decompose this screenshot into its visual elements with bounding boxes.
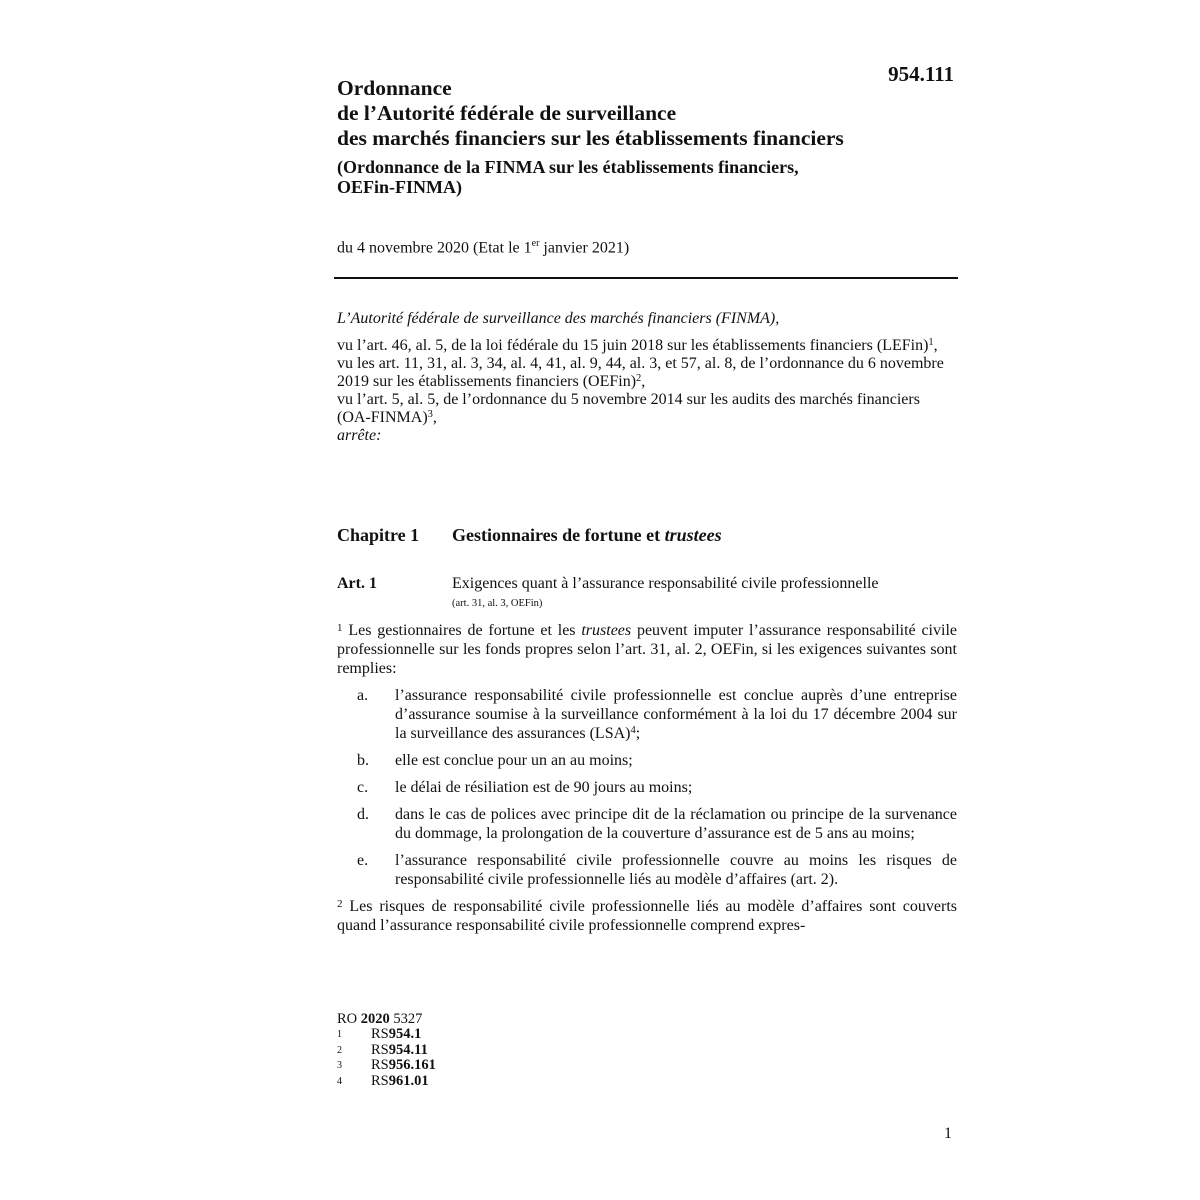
list-letter: a. (357, 687, 369, 704)
paragraph-2: $^2$ Les risques de responsabilité civile professionnelle liés au modèle d’affaires sont couverts quand l’assurance responsabilité civile professionnelle comprend expres- (337, 898, 957, 934)
document-subtitle (337, 157, 957, 197)
footnote-link[interactable]: 956.161 (388, 1057, 436, 1073)
list-letter: b. (357, 752, 369, 769)
issuing-authority: L’Autorité fédérale de surveillance des marchés financiers (FINMA), (337, 310, 780, 327)
list-text: l’assurance responsabilité civile professionnelle est conclue auprès d’une entreprise d’assurance soumise à la surveillance conformément à la loi du 17 décembre 2004 sur la surveillance des assurances (LSA)$^4$; (395, 687, 957, 742)
subtitle-line: OEFin-FINMA) (337, 177, 462, 197)
footnote: 3 RS 956.161 (337, 1057, 436, 1073)
chapter-number: Chapitre 1 (337, 525, 420, 545)
chapter-heading (337, 525, 957, 546)
footnote: 2 RS 954.11 (337, 1041, 428, 1058)
footnote-link[interactable]: 961.01 (388, 1072, 429, 1089)
list-item (337, 851, 957, 889)
footnote: 4 RS 961.01 (337, 1072, 429, 1089)
title-line: Ordonnance (337, 76, 452, 100)
list-item (337, 686, 957, 743)
footnote-ref-4[interactable]: 4 (630, 725, 636, 736)
list-item (337, 751, 957, 770)
footnote-ref-3[interactable]: 3 (427, 408, 433, 420)
title-line: de l’Autorité fédérale de surveillance (337, 101, 677, 125)
paragraph-number: 2 (337, 898, 343, 910)
page-number: 1 (944, 1125, 952, 1142)
footnote-link[interactable]: 954.11 (388, 1041, 428, 1058)
list-item (337, 805, 957, 843)
list-item (337, 778, 957, 797)
article-number: Art. 1 (337, 575, 377, 592)
footnote-number: 3 (337, 1060, 342, 1071)
list-letter: e. (357, 852, 369, 869)
date-text: du 4 novembre 2020 (Etat le 1 (337, 239, 532, 257)
article-title: Exigences quant à l’assurance responsabilité civile professionnelle (452, 575, 879, 592)
subtitle-line: (Ordonnance de la FINMA sur les établissements financiers, (337, 157, 799, 177)
legal-basis-3: vu l’art. 5, al. 5, de l’ordonnance du 5 novembre 2014 sur les audits des marchés financiers (OA-FINMA)$^3$, (337, 391, 920, 426)
document-title (337, 76, 957, 151)
footnote-link[interactable]: 954.1 (388, 1026, 422, 1042)
list-letter: d. (357, 806, 369, 823)
legal-basis-2: vu les art. 11, 31, al. 3, 34, al. 4, 41, al. 9, 44, al. 3, et 57, al. 8, de l’ordonnance du 6 novembre 2019 sur les établissements financiers (OEFin)$^2$, (337, 355, 944, 390)
document-date (337, 238, 957, 257)
ro-reference: RO 2020 5327 (337, 1011, 423, 1027)
date-text-end: janvier 2021) (539, 239, 630, 257)
list-text: elle est conclue pour un an au moins; (395, 752, 633, 769)
footnotes (337, 1011, 957, 1089)
list-text: dans le cas de polices avec principe dit de la réclamation ou principe de la survenance du dommage, la prolongation de la couverture d’assurance est de 5 ans au moins; (395, 806, 957, 842)
legal-basis-1: vu l’art. 46, al. 5, de la loi fédérale du 15 juin 2018 sur les établissements financiers (LEFin)$^1$, (337, 336, 938, 354)
footnote: 1 RS 954.1 (337, 1026, 422, 1042)
date-superscript: er (531, 238, 540, 249)
footnote-ref-2[interactable]: 2 (636, 372, 642, 384)
footnote-number: 2 (337, 1044, 342, 1056)
footnote-number: 1 (337, 1029, 342, 1040)
sr-number: 954.111 (888, 62, 954, 86)
article-body (337, 621, 957, 935)
article-reference: (art. 31, al. 3, OEFin) (452, 598, 543, 609)
list-text: l’assurance responsabilité civile professionnelle couvre au moins les risques de responsabilité civile professionnelle liés au modèle d’affaires (art. 2). (395, 852, 957, 888)
footnote-number: 4 (337, 1075, 342, 1087)
list-text: le délai de résiliation est de 90 jours au moins; (395, 779, 693, 796)
header-divider (334, 277, 958, 279)
footnote-ref-1[interactable]: 1 (928, 336, 934, 348)
requirements-list (337, 686, 957, 889)
chapter-title: Gestionnaires de fortune et (452, 525, 665, 545)
paragraph-number: 1 (337, 622, 343, 634)
decree-word: arrête: (337, 427, 382, 444)
list-letter: c. (357, 779, 369, 796)
preamble (337, 310, 957, 445)
paragraph-1: $^1$ Les gestionnaires de fortune et les trustees peuvent imputer l’assurance responsabilité civile professionnelle sur les fonds propres selon l’art. 31, al. 2, OEFin, si les exigences suivantes sont remplies: (337, 622, 957, 677)
chapter-title-italic: trustees (664, 525, 722, 545)
title-line: des marchés financiers sur les établissements financiers (337, 126, 844, 150)
